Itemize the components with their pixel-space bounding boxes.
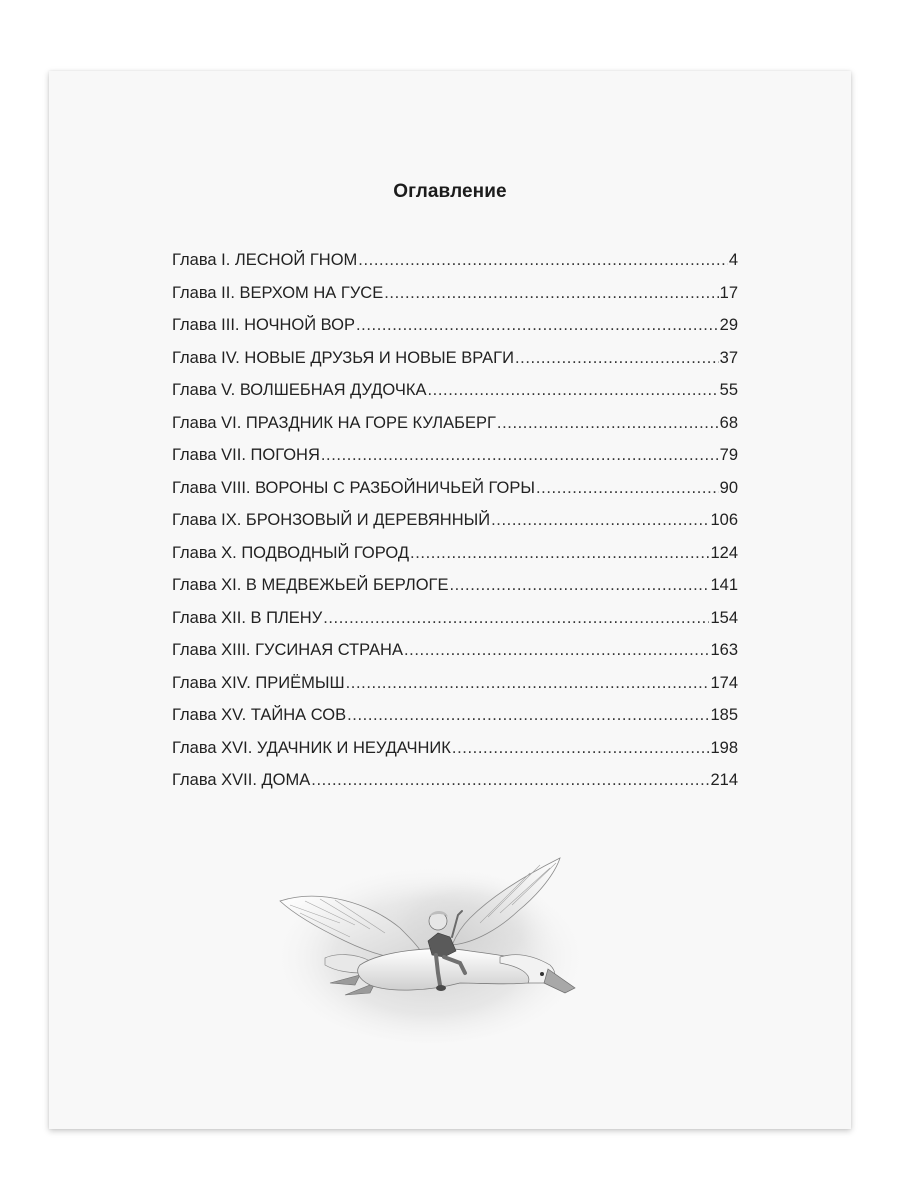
toc-entry-label: Глава XIII. ГУСИНАЯ СТРАНА xyxy=(172,641,403,659)
toc-entry-page: 79 xyxy=(719,446,738,464)
toc-entry[interactable] xyxy=(172,346,738,379)
toc-entry-label: Глава X. ПОДВОДНЫЙ ГОРОД xyxy=(172,543,410,562)
toc-entry-page: 174 xyxy=(710,673,738,692)
toc-entry[interactable] xyxy=(172,671,738,704)
dot-leader xyxy=(404,638,710,662)
toc-entry-page: 141 xyxy=(710,576,738,594)
dot-leader xyxy=(536,476,719,500)
toc-entry[interactable] xyxy=(172,411,738,444)
toc-entry-page: 17 xyxy=(719,283,738,302)
toc-entry[interactable] xyxy=(172,606,738,639)
dot-leader xyxy=(497,411,719,435)
dot-leader xyxy=(384,281,718,305)
toc-entry-page: 37 xyxy=(719,348,738,367)
toc-entry-page: 214 xyxy=(710,771,738,789)
toc-entry-page: 154 xyxy=(710,608,738,627)
toc-entry-label: Глава III. НОЧНОЙ ВОР xyxy=(172,316,355,334)
toc-entry-label: Глава II. ВЕРХОМ НА ГУСЕ xyxy=(172,283,384,302)
toc-entry-page: 29 xyxy=(719,316,738,334)
toc-entry[interactable] xyxy=(172,736,738,769)
toc-entry-label: Глава VI. ПРАЗДНИК НА ГОРЕ КУЛАБЕРГ xyxy=(172,413,496,432)
toc-entry-label: Глава XV. ТАЙНА СОВ xyxy=(172,706,347,724)
toc-entry[interactable] xyxy=(172,378,738,411)
dot-leader xyxy=(321,443,719,467)
dot-leader xyxy=(428,378,719,402)
dot-leader xyxy=(323,606,709,630)
toc-entry[interactable] xyxy=(172,768,738,801)
toc-entry-page: 124 xyxy=(710,543,738,562)
dot-leader xyxy=(449,573,709,597)
toc-entry-label: Глава VII. ПОГОНЯ xyxy=(172,446,320,464)
toc-entry-page: 198 xyxy=(710,738,738,757)
dot-leader xyxy=(358,248,728,272)
toc-entry-label: Глава IV. НОВЫЕ ДРУЗЬЯ И НОВЫЕ ВРАГИ xyxy=(172,348,514,367)
toc-entry-label: Глава IX. БРОНЗОВЫЙ И ДЕРЕВЯННЫЙ xyxy=(172,511,491,529)
table-of-contents xyxy=(172,248,738,801)
dot-leader xyxy=(346,671,710,695)
toc-entry-label: Глава VIII. ВОРОНЫ С РАЗБОЙНИЧЬЕЙ ГОРЫ xyxy=(172,478,535,497)
toc-entry-page: 68 xyxy=(719,413,738,432)
page-title: Оглавление xyxy=(393,181,507,202)
toc-entry-label: Глава XVII. ДОМА xyxy=(172,771,311,789)
toc-entry[interactable] xyxy=(172,638,738,671)
toc-entry[interactable] xyxy=(172,573,738,606)
toc-entry[interactable] xyxy=(172,703,738,736)
toc-entry-label: Глава XII. В ПЛЕНУ xyxy=(172,608,323,627)
toc-entry[interactable] xyxy=(172,443,738,476)
toc-entry-label: Глава XIV. ПРИЁМЫШ xyxy=(172,673,345,692)
toc-entry-page: 4 xyxy=(728,251,738,269)
dot-leader xyxy=(347,703,709,727)
toc-entry[interactable] xyxy=(172,281,738,314)
toc-entry-label: Глава XVI. УДАЧНИК И НЕУДАЧНИК xyxy=(172,738,451,757)
dot-leader xyxy=(356,313,719,337)
book-page xyxy=(49,71,851,1129)
toc-entry-label: Глава XI. В МЕДВЕЖЬЕЙ БЕРЛОГЕ xyxy=(172,576,449,594)
toc-entry-page: 90 xyxy=(719,478,738,497)
toc-entry-label: Глава V. ВОЛШЕБНАЯ ДУДОЧКА xyxy=(172,381,427,399)
toc-entry[interactable] xyxy=(172,541,738,574)
boy-riding-goose-illustration xyxy=(260,833,600,1053)
toc-entry-page: 163 xyxy=(710,641,738,659)
toc-entry-label: Глава I. ЛЕСНОЙ ГНОМ xyxy=(172,251,358,269)
toc-entry-page: 55 xyxy=(719,381,738,399)
toc-entry[interactable] xyxy=(172,313,738,346)
toc-entry-page: 185 xyxy=(710,706,738,724)
toc-entry[interactable] xyxy=(172,476,738,509)
toc-entry[interactable] xyxy=(172,508,738,541)
dot-leader xyxy=(410,541,709,565)
dot-leader xyxy=(311,768,709,792)
toc-entry[interactable] xyxy=(172,248,738,281)
toc-entry-page: 106 xyxy=(710,511,738,529)
dot-leader xyxy=(491,508,709,532)
dot-leader xyxy=(452,736,710,760)
dot-leader xyxy=(515,346,719,370)
